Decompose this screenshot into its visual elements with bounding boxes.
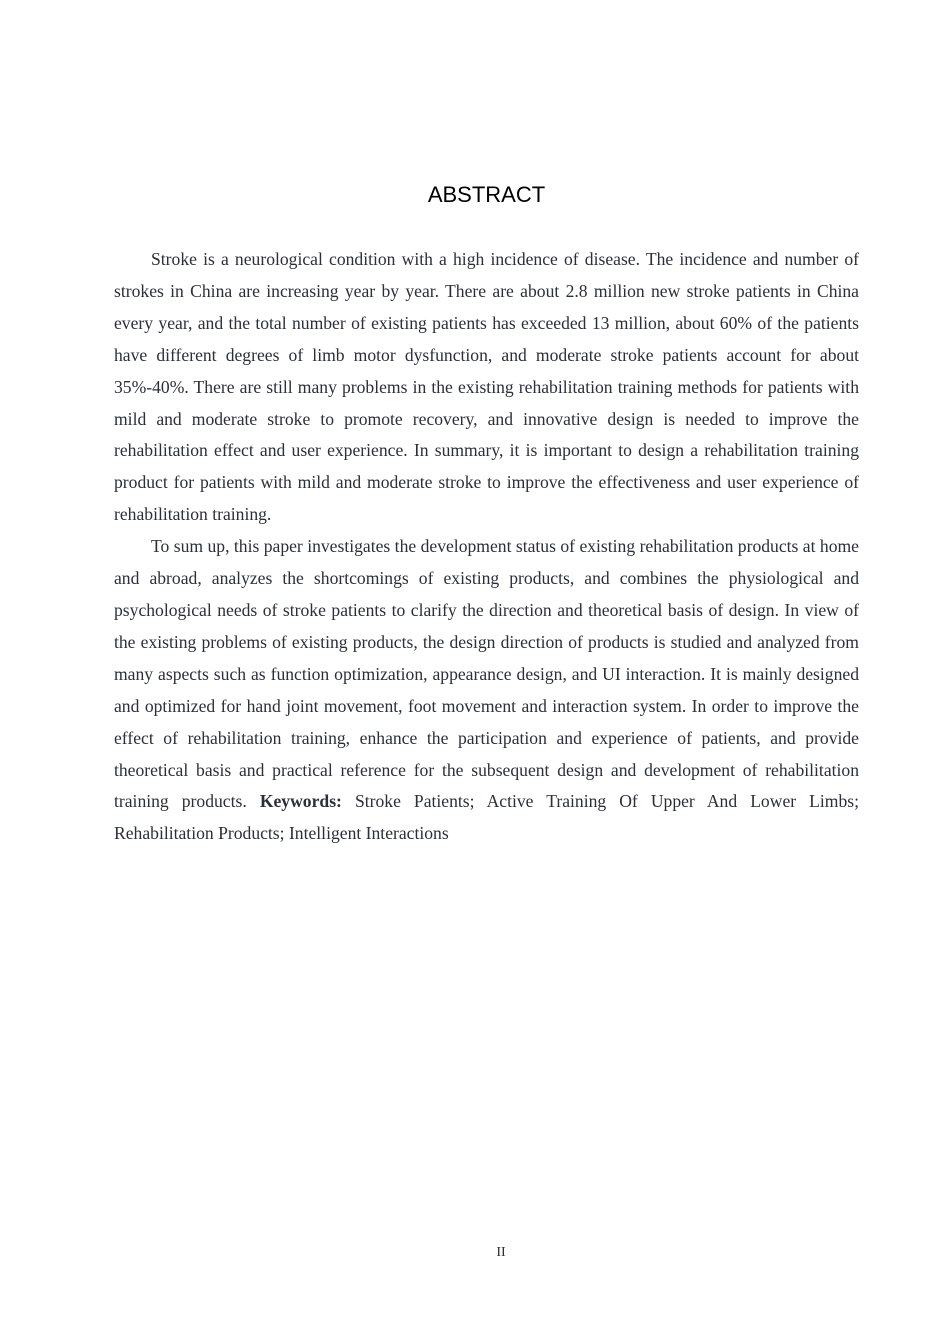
page-number: II bbox=[496, 1245, 506, 1260]
keywords-text: Stroke Patients; Active Training Of Upper And Lower Limbs; Rehabilitation Products; Intelligent Interactions bbox=[114, 791, 859, 844]
abstract-body bbox=[114, 244, 859, 850]
abstract-paragraph-2 bbox=[114, 531, 859, 850]
keywords-label: Keywords: bbox=[259, 791, 342, 812]
abstract-paragraph-2-text: To sum up, this paper investigates the development status of existing rehabilitation products at home and abroad, analyzes the shortcomings of existing products, and combines the physiological and psychological needs of stroke patients to clarify the direction and theoretical basis of design. In view of the existing problems of existing products, the design direction of products is studied and analyzed from many aspects such as function optimization, appearance design, and UI interaction. It is mainly designed and optimized for hand joint movement, foot movement and interaction system. In order to improve the effect of rehabilitation training, enhance the participation and experience of patients, and provide theoretical basis and practical reference for the subsequent design and development of rehabilitation training products. bbox=[114, 536, 859, 812]
abstract-paragraph-1: Stroke is a neurological condition with a high incidence of disease. The incidence and number of strokes in China are increasing year by year. There are about 2.8 million new stroke patients in China every year, and the total number of existing patients has exceeded 13 million, about 60% of the patients have different degrees of limb motor dysfunction, and moderate stroke patients account for about 35%-40%. There are still many problems in the existing rehabilitation training methods for patients with mild and moderate stroke to promote recovery, and innovative design is needed to improve the rehabilitation effect and user experience. In summary, it is important to design a rehabilitation training product for patients with mild and moderate stroke to improve the effectiveness and user experience of rehabilitation training. bbox=[114, 249, 859, 525]
abstract-title: ABSTRACT bbox=[427, 182, 546, 207]
